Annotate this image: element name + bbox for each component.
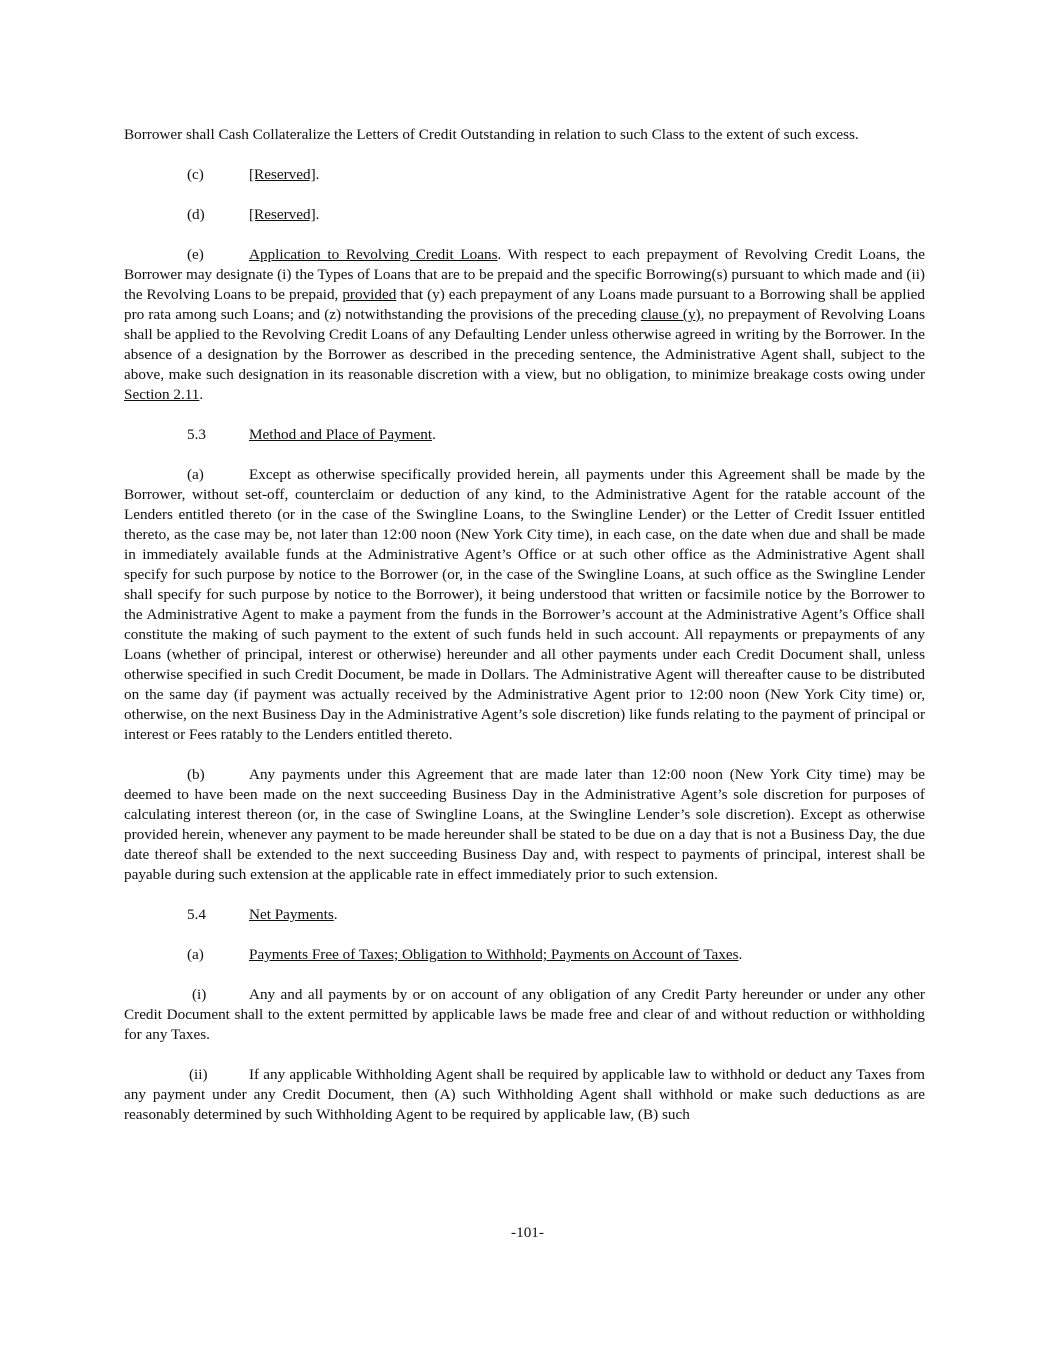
paragraph-intro: Borrower shall Cash Collateralize the Letters of Credit Outstanding in relation to such Class to the extent of such excess.: [124, 126, 859, 143]
section-5-3-title: Method and Place of Payment: [249, 426, 433, 443]
clause-c-label: (c): [187, 166, 204, 183]
section-5-3-a-text: Except as otherwise specifically provided herein, all payments under this Agreement shall be made by the Borrower, without set-off, counterclaim or deduction of any kind, to the Administrative Agent for the ratable account of the Lenders entitled thereto (or in the case of the Swingline Loans, to the Swingline Lender) or the Letter of Credit Issuer entitled thereto, as the case may be, not later than 12:00 noon (New York City time), in each case, on the date when due and shall be made in immediately available funds at the Administrative Agent’s Office or at such other office as the Administrative Agent shall specify for such purpose by notice to the Borrower (or, in the case of the Swingline Loans, at such office as the Swingline Lender shall specify for such purpose by notice to the Borrower), it being understood that written or facsimile notice by the Borrower to the Administrative Agent to make a payment from the funds in the Borrower’s account at the Administrative Agent’s Office shall constitute the making of such payment to the extent of such funds held in such account. All repayments or prepayments of any Loans (whether of principal, interest or otherwise) hereunder and all other payments under each Credit Document shall, unless otherwise specified in such Credit Document, be made in Dollars. The Administrative Agent will thereafter cause to be distributed on the same day (if payment was actually received by the Administrative Agent prior to 12:00 noon (New York City time) or, otherwise, on the next Business Day in the Administrative Agent’s sole discretion) like funds relating to the payment of principal or interest or Fees ratably to the Lenders entitled thereto.: [124, 466, 925, 743]
page-number: -101-: [511, 1224, 544, 1241]
section-5-3-b: [124, 765, 925, 885]
clause-e-title: Application to Revolving Credit Loans: [249, 246, 498, 263]
section-5-4-number: 5.4: [187, 906, 206, 923]
clause-e-text-1: . With respect to each prepayment of Revolving Credit Loans, the Borrower may designate (i) the Types of Loans that are to be prepaid and the specific Borrowing(s) pursuant to which made and (ii) the Revolving Loans to be prepaid,: [124, 246, 926, 303]
section-5-3-end: .: [432, 426, 436, 443]
section-5-4-title: Net Payments: [249, 906, 334, 923]
section-5-4-a-i-label: (i): [192, 986, 207, 1003]
section-5-3-b-label: (b): [187, 766, 205, 783]
clause-d-label: (d): [187, 206, 205, 223]
clause-e-clause-ref: clause (y): [640, 306, 701, 323]
clause-e-text-3: , no prepayment of Revolving Loans shall be applied to the Revolving Credit Loans of any Defaulting Lender unless otherwise agreed in writing by the Borrower. In the absence of a designation by the Borrower as described in the preceding sentence, the Administrative Agent shall, subject to the above, make such designation in its reasonable discretion with a view, but no obligation, to minimize breakage costs owing under: [124, 306, 926, 383]
section-5-4-a-ii-text: If any applicable Withholding Agent shall be required by applicable law to withhold or deduct any Taxes from any payment under any Credit Document, then (A) such Withholding Agent shall withhold or make such deductions as are reasonably determined by such Withholding Agent to be required by applicable law, (B) such: [124, 1066, 925, 1123]
section-5-4-a-heading: [124, 945, 925, 965]
clause-e-text-4: .: [199, 386, 204, 403]
section-5-4-heading: [124, 905, 925, 925]
section-5-4-a-i: [124, 985, 925, 1045]
clause-e-label: (e): [187, 246, 204, 263]
clause-d-title: [Reserved]: [249, 206, 316, 223]
clause-e-provided: provided: [342, 286, 397, 303]
section-5-4-a-title: Payments Free of Taxes; Obligation to Withhold; Payments on Account of Taxes: [249, 946, 739, 963]
clause-e-text-2: that (y) each prepayment of any Loans made pursuant to a Borrowing shall be applied pro rata among such Loans; and (z) notwithstanding the provisions of the preceding: [124, 286, 925, 323]
section-5-3-heading: [124, 425, 925, 445]
section-5-3-a: [124, 465, 925, 745]
clause-c-end: .: [315, 166, 320, 183]
section-5-4-a-end: .: [738, 946, 743, 963]
clause-d: [124, 205, 925, 225]
section-5-3-number: 5.3: [187, 426, 206, 443]
section-5-4-a-label: (a): [187, 946, 204, 963]
section-5-4-a-i-text: Any and all payments by or on account of any obligation of any Credit Party hereunder or under any other Credit Document shall to the extent permitted by applicable laws be made free and clear of and without reduction or withholding for any Taxes.: [124, 986, 925, 1043]
section-5-4-a-ii: [124, 1065, 925, 1125]
clause-e-section-ref: Section 2.11: [124, 386, 200, 403]
section-5-3-a-label: (a): [187, 466, 204, 483]
clause-d-end: .: [315, 206, 320, 223]
section-5-4-end: .: [333, 906, 338, 923]
clause-e: [124, 245, 925, 405]
section-5-3-b-text: Any payments under this Agreement that are made later than 12:00 noon (New York City time) may be deemed to have been made on the next succeeding Business Day in the Administrative Agent’s sole discretion for purposes of calculating interest thereon (or, in the case of Swingline Loans, at the Swingline Lender’s sole discretion). Except as otherwise provided herein, whenever any payment to be made hereunder shall be stated to be due on a day that is not a Business Day, the due date thereof shall be extended to the next succeeding Business Day and, with respect to payments of principal, interest shall be payable during such extension at the applicable rate in effect immediately prior to such extension.: [124, 766, 925, 883]
section-5-4-a-ii-label: (ii): [189, 1066, 208, 1083]
document-page: [124, 125, 925, 1145]
clause-c: [124, 165, 925, 185]
clause-c-title: [Reserved]: [249, 166, 316, 183]
